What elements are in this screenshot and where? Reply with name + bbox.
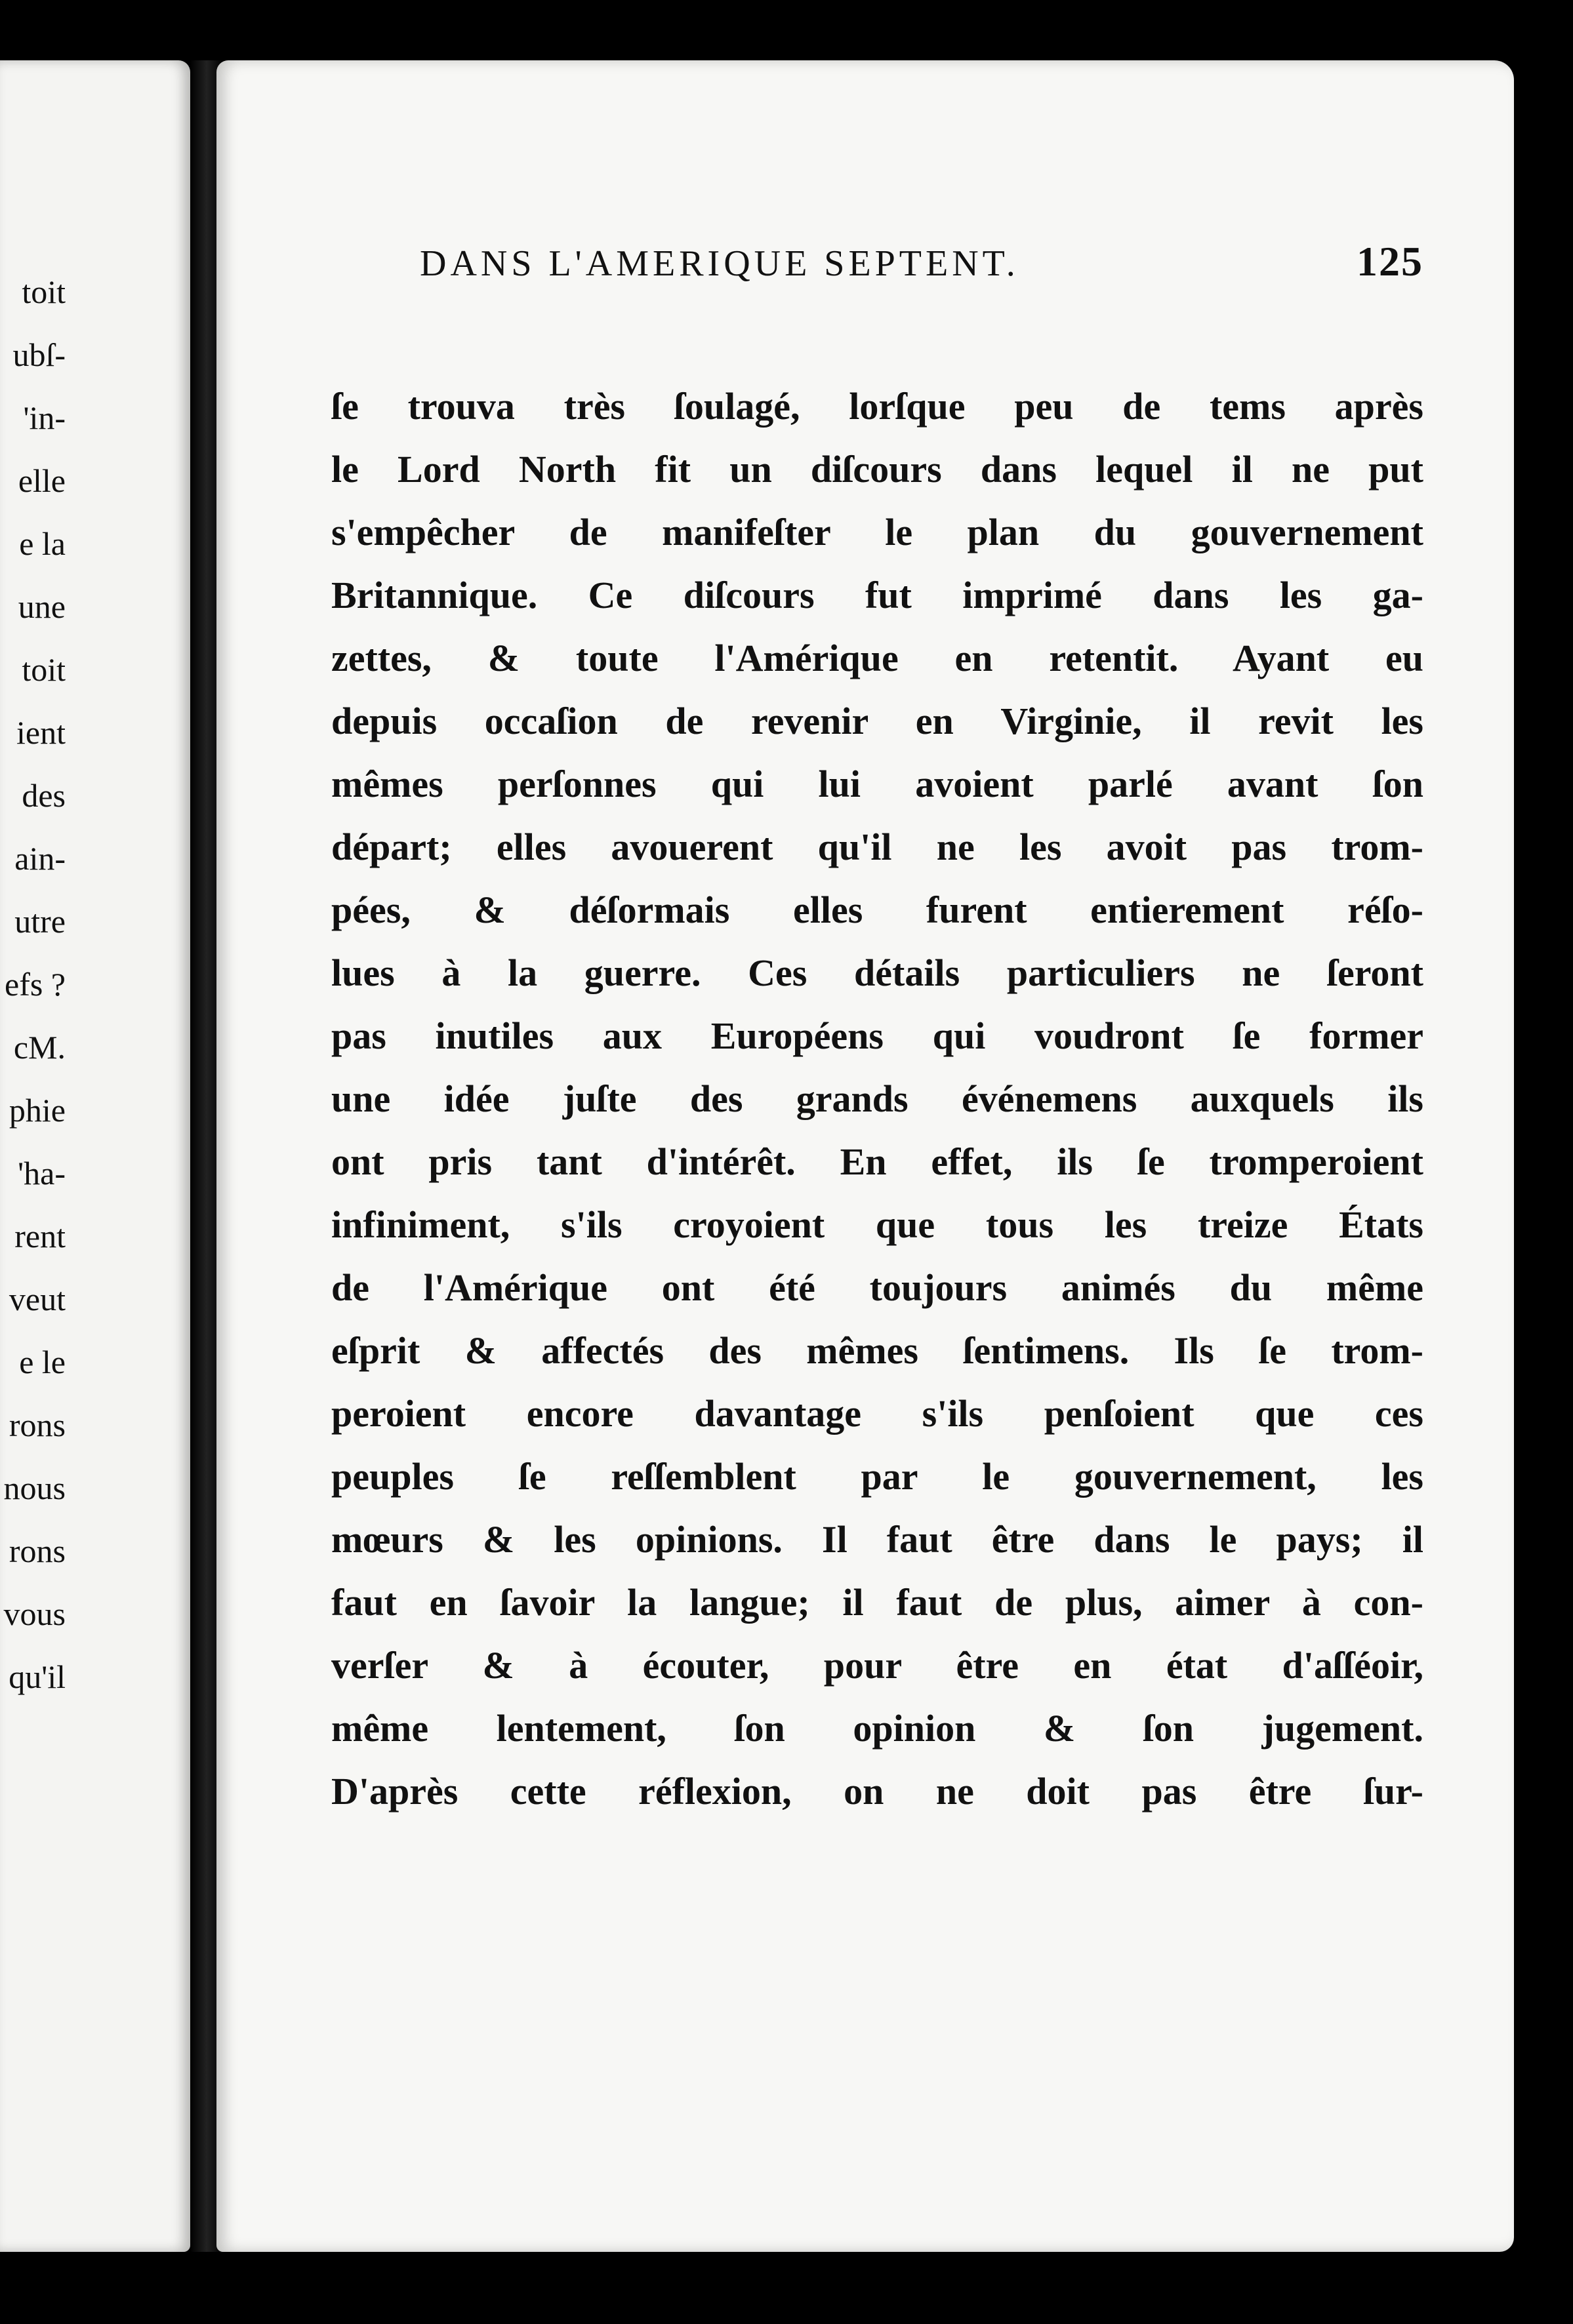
text-line: de l'Amérique ont été toujours animés du même <box>331 1266 1423 1309</box>
text-line: peuples ſe reſſemblent par le gouvernement, les <box>331 1455 1423 1498</box>
running-header <box>420 237 1423 286</box>
text-line: pas inutiles aux Européens qui voudront ſe former <box>331 1014 1423 1057</box>
text-line: départ; elles avouerent qu'il ne les avoit pas trom- <box>331 826 1423 868</box>
text-line: le Lord North fit un diſcours dans lequel il ne put <box>331 448 1423 491</box>
left-page-fragment: veut <box>9 1281 66 1317</box>
text-line: infiniment, s'ils croyoient que tous les treize États <box>331 1203 1423 1246</box>
text-line: même lentement, ſon opinion & ſon jugement. <box>331 1707 1423 1750</box>
left-page-fragment: elle <box>18 462 66 499</box>
text-line: pées, & déſormais elles furent entierement réſo- <box>331 889 1423 931</box>
body-text <box>331 375 1423 1823</box>
left-page-fragment: efs ? <box>5 966 66 1003</box>
text-line: peroient encore davantage s'ils penſoient que ces <box>331 1392 1423 1435</box>
text-line: lues à la guerre. Ces détails particuliers ne ſeront <box>331 952 1423 994</box>
text-line: zettes, & toute l'Amérique en retentit. Ayant eu <box>331 637 1423 679</box>
left-page-fragment: une <box>18 588 66 625</box>
left-page-fragment: e la <box>19 525 66 562</box>
left-page-fragment: e le <box>19 1344 66 1380</box>
left-page <box>0 60 190 2252</box>
page-number: 125 <box>1357 238 1423 285</box>
text-line: eſprit & affectés des mêmes ſentimens. Ils ſe trom- <box>331 1329 1423 1372</box>
left-page-fragment: 'in- <box>23 399 66 436</box>
text-line: mêmes perſonnes qui lui avoient parlé avant ſon <box>331 763 1423 805</box>
left-page-fragment: toit <box>22 273 66 310</box>
text-line: ſe trouva très ſoulagé, lorſque peu de tems après <box>331 385 1423 428</box>
left-page-fragment: qu'il <box>9 1658 66 1695</box>
left-page-fragment: rons <box>9 1407 66 1443</box>
text-line: verſer & à écouter, pour être en état d'aſſéoir, <box>331 1644 1423 1687</box>
left-page-fragment: cM. <box>13 1029 66 1066</box>
left-page-fragment: utre <box>14 903 66 940</box>
left-page-fragment: 'ha- <box>18 1155 66 1192</box>
left-page-fragment: ubſ- <box>12 336 66 373</box>
left-page-fragment: ain- <box>14 840 66 877</box>
text-line: depuis occaſion de revenir en Virginie, il revit les <box>331 700 1423 742</box>
text-line: faut en ſavoir la langue; il faut de plus, aimer à con- <box>331 1581 1423 1624</box>
left-page-fragment: phie <box>9 1092 66 1129</box>
left-page-fragment: rons <box>9 1533 66 1569</box>
left-page-fragment: vous <box>3 1595 66 1632</box>
left-page-fragment: nous <box>3 1470 66 1506</box>
left-page-fragment: des <box>22 777 66 814</box>
left-page-fragment: ient <box>16 714 66 751</box>
text-line: Britannique. Ce diſcours fut imprimé dans les ga- <box>331 574 1423 616</box>
text-line: une idée juſte des grands événemens auxquels ils <box>331 1077 1423 1120</box>
left-page-fragment: rent <box>14 1218 66 1254</box>
text-line: mœurs & les opinions. Il faut être dans le pays; il <box>331 1518 1423 1561</box>
right-page <box>216 60 1514 2252</box>
text-line: ont pris tant d'intérêt. En effet, ils ſe tromperoient <box>331 1140 1423 1183</box>
text-line: s'empêcher de manifeſter le plan du gouvernement <box>331 511 1423 553</box>
header-title: DANS L'AMERIQUE SEPTENT. <box>420 243 1019 284</box>
text-line: D'après cette réflexion, on ne doit pas être ſur- <box>331 1770 1423 1813</box>
left-page-fragment: toit <box>22 651 66 688</box>
